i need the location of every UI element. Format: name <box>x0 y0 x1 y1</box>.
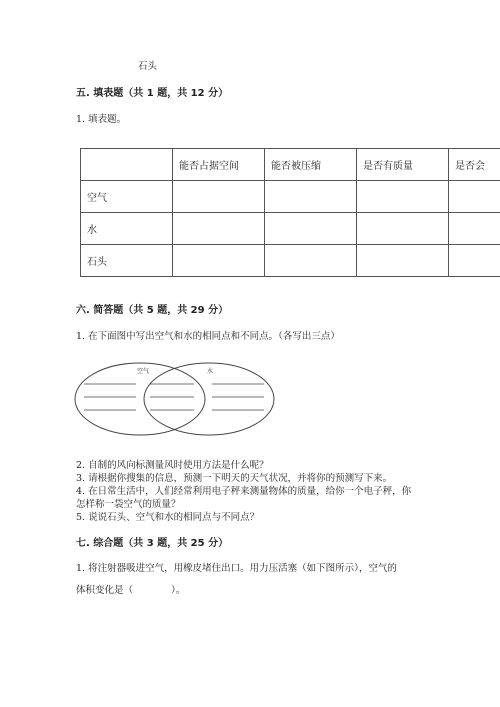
section6-heading: 六. 简答题（共 5 题，共 29 分） <box>76 305 229 316</box>
table-cell[interactable] <box>449 181 500 213</box>
table-cell[interactable] <box>357 213 449 245</box>
section7-question-1-line1: 1. 将注射器吸进空气，用橡皮堵住出口。用力压活塞（如下图所示），空气的 <box>76 563 397 574</box>
table-row-label: 石头 <box>81 245 173 277</box>
section6-question-5: 5. 说说石头、空气和水的相同点与不同点？ <box>76 512 260 523</box>
table-cell[interactable] <box>265 245 357 277</box>
table-cell[interactable] <box>357 181 449 213</box>
section6-question-1: 1. 在下面图中写出空气和水的相同点和不同点。（各写出三点） <box>76 331 340 342</box>
table-row-label: 水 <box>81 213 173 245</box>
section5-heading: 五. 填表题（共 1 题，共 12 分） <box>76 88 229 99</box>
table-row <box>81 245 500 277</box>
section7-heading: 七. 综合题（共 3 题，共 25 分） <box>76 538 229 549</box>
top-fragment-text: 石头 <box>138 61 158 72</box>
table-cell[interactable] <box>173 245 265 277</box>
table-header-cell: 能否占据空间 <box>173 149 265 181</box>
table-row <box>81 213 500 245</box>
venn-right-label: 水 <box>207 368 214 375</box>
section6-question-3: 3. 请根据你搜集的信息，预测一下明天的天气状况，并将你的预测写下来。 <box>76 473 393 484</box>
venn-left-label: 空气 <box>137 368 150 375</box>
table-cell[interactable] <box>265 213 357 245</box>
table-cell[interactable] <box>265 181 357 213</box>
table-cell[interactable] <box>173 181 265 213</box>
venn-diagram <box>70 358 290 440</box>
table-cell[interactable] <box>357 245 449 277</box>
section7-question-1-line2: 体积变化是（ ）。 <box>76 585 186 596</box>
table-header-cell: 能否被压缩 <box>265 149 357 181</box>
table-row-label: 空气 <box>81 181 173 213</box>
table-cell[interactable] <box>449 213 500 245</box>
table-header-cell: 是否有质量 <box>357 149 449 181</box>
table-cell[interactable] <box>449 245 500 277</box>
section5-question-1: 1. 填表题。 <box>76 114 127 125</box>
table-header-cell <box>81 149 173 181</box>
table-header-row <box>81 149 500 181</box>
section6-question-2: 2. 自制的风向标测量风时使用方法是什么呢？ <box>76 460 269 471</box>
section6-question-4-line1: 4. 在日常生活中，人们经常利用电子秤来测量物体的质量，给你一个电子秤，你 <box>76 486 412 497</box>
section6-question-4-line2: 怎样称一袋空气的质量？ <box>76 499 181 510</box>
table-header-cell: 是否会 <box>449 149 500 181</box>
table-cell[interactable] <box>173 213 265 245</box>
fill-in-table <box>80 148 500 277</box>
table-row <box>81 181 500 213</box>
